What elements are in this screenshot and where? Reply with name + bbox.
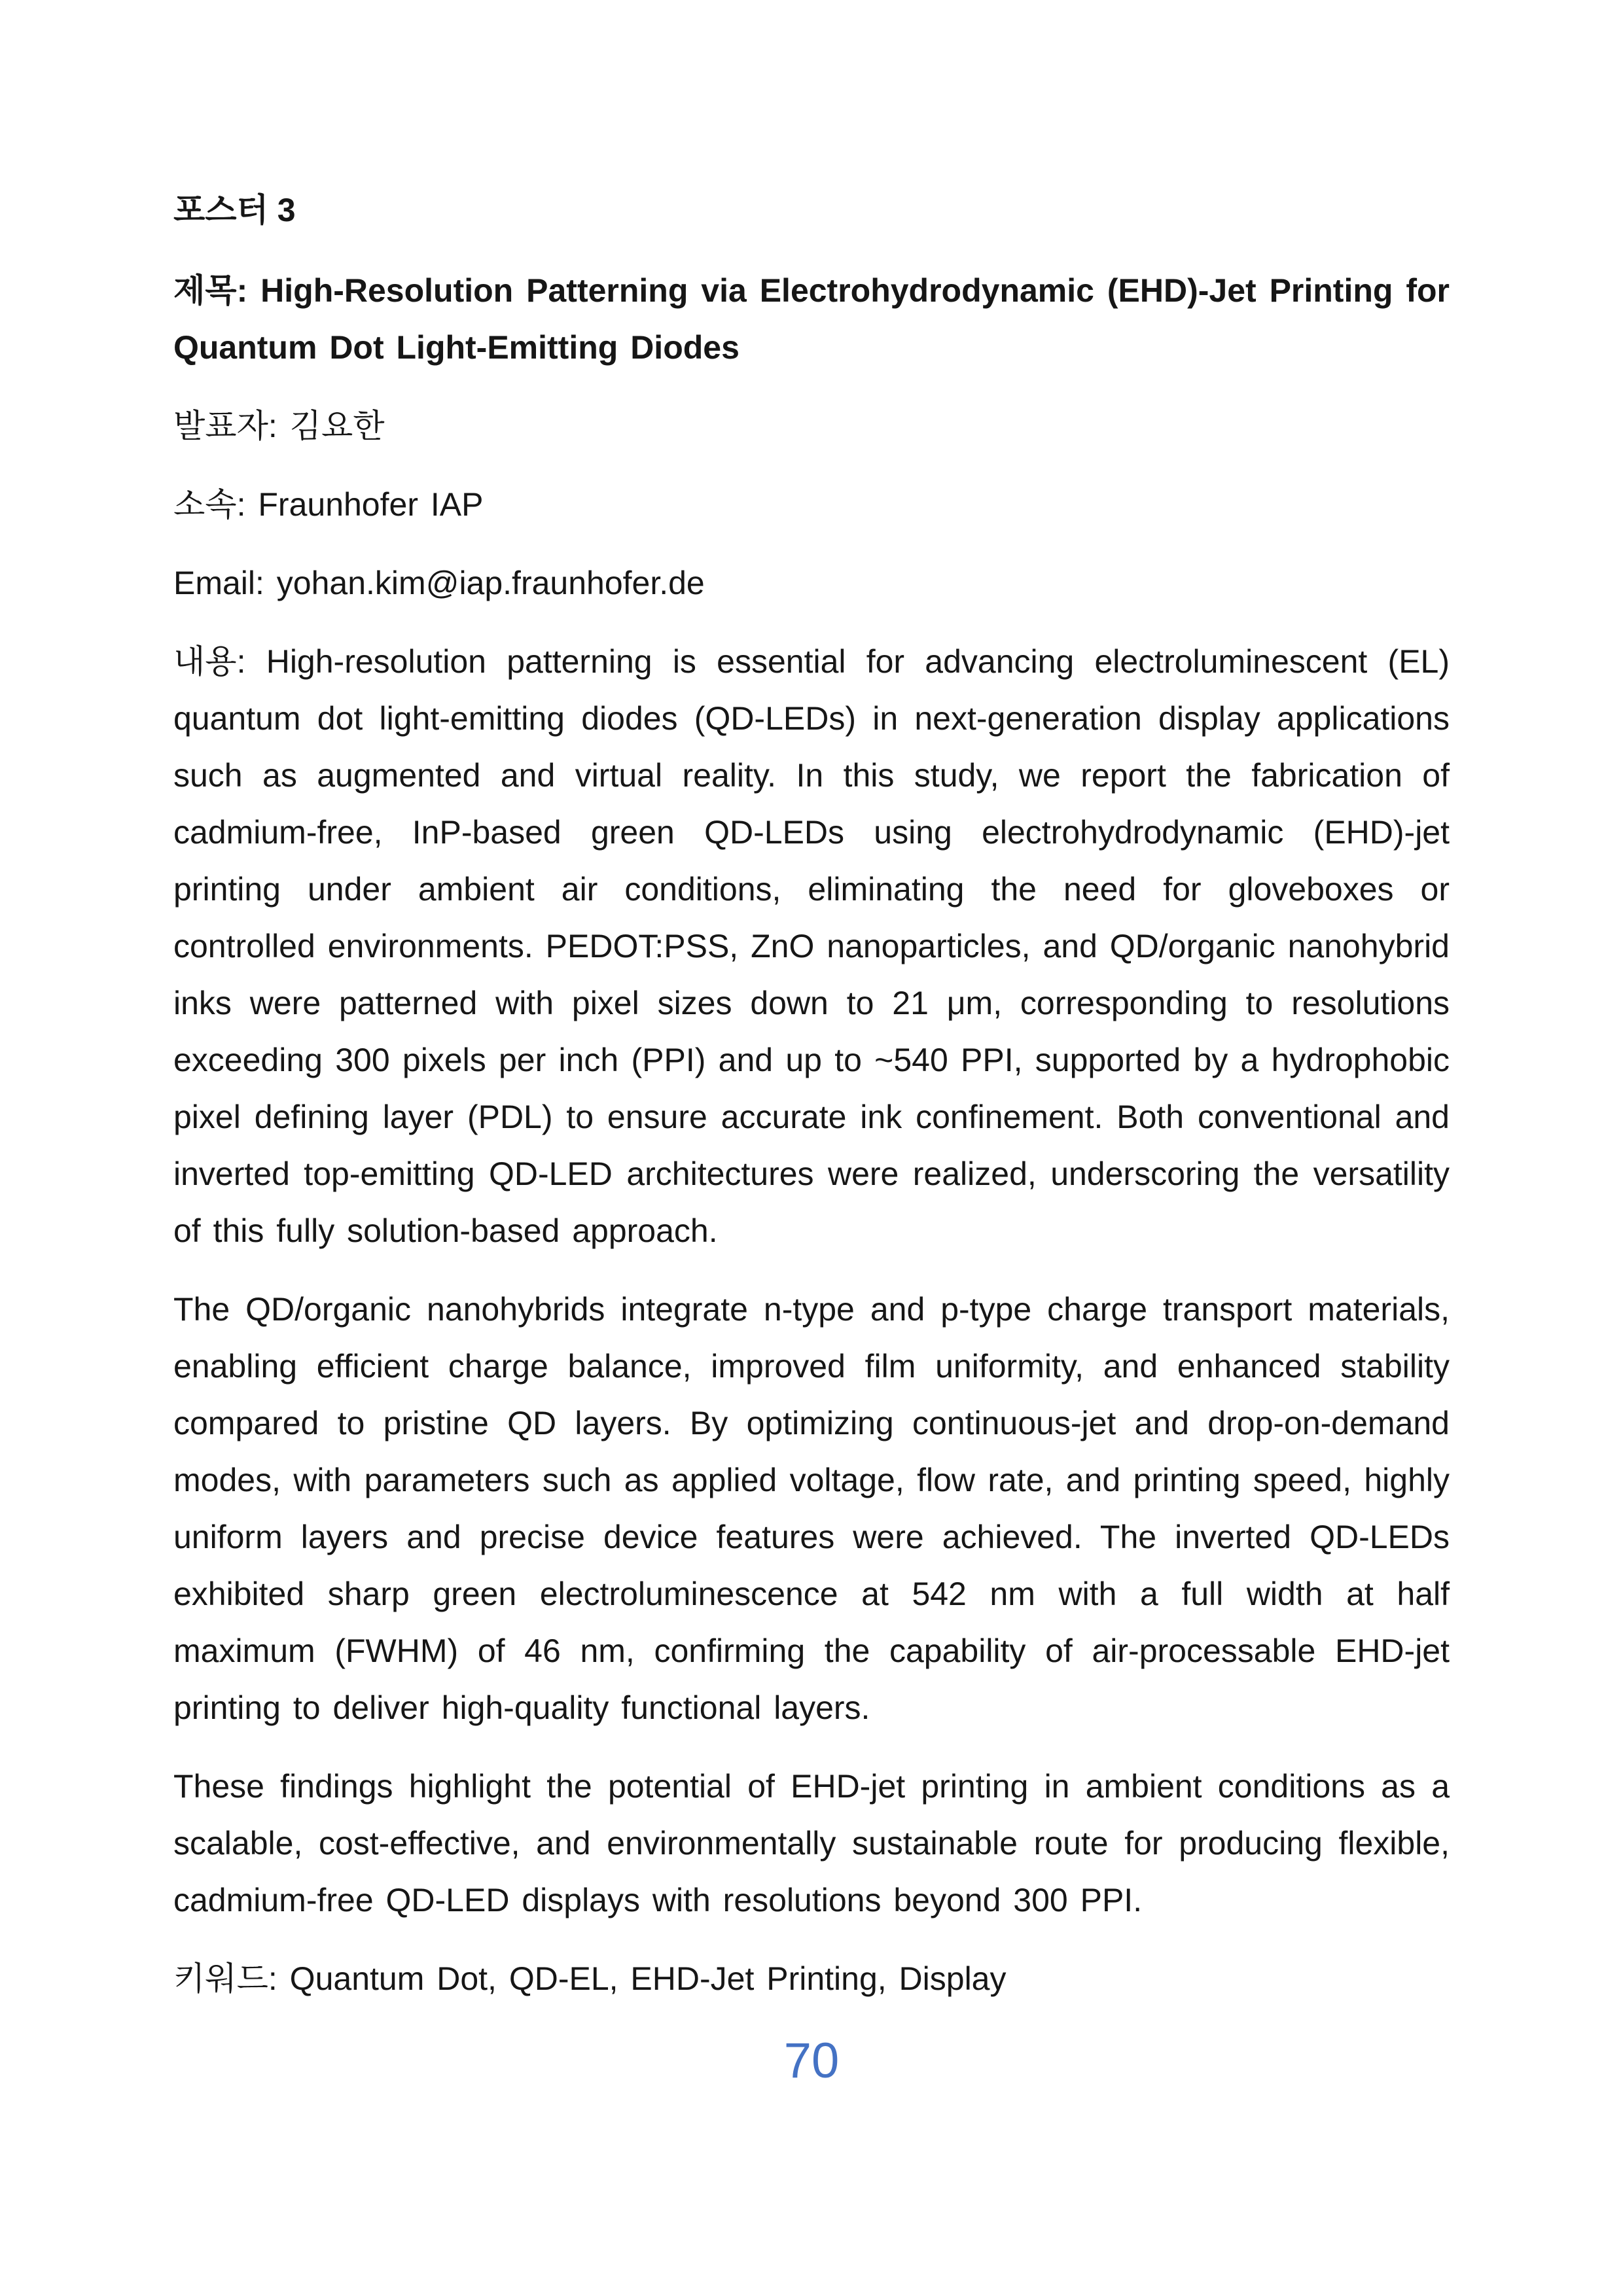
affiliation-line: 소속: Fraunhofer IAP [173,486,484,523]
abstract-paragraph-1: 내용: High-resolution patterning is essential for advancing electroluminescent (EL) quantum dot light-emitting diodes (QD-LEDs) in next-generation display applications such as augmented and virtual reality. In this study, we report the fabrication of cadmium-free, InP-based green QD-LEDs using electrohydrodynamic (EHD)-jet printing under ambient air conditions, eliminating the need for gloveboxes or controlled environments. PEDOT:PSS, ZnO nanoparticles, and QD/organic nanohybrid inks were patterned with pixel sizes down to 21 μm, corresponding to resolutions exceeding 300 pixels per inch (PPI) and up to ~540 PPI, supported by a hydrophobic pixel defining layer (PDL) to ensure accurate ink confinement. Both conventional and inverted top-emitting QD-LED architectures were realized, underscoring the versatility of this fully solution-based approach. [173,643,1450,1249]
poster-number-heading: 포스터 3 [173,192,296,228]
keywords-line: 키워드: Quantum Dot, QD-EL, EHD-Jet Printing, Display [173,1960,1007,1997]
email-line: Email: yohan.kim@iap.fraunhofer.de [173,565,705,601]
abstract-paragraph-3: These findings highlight the potential of EHD-jet printing in ambient conditions as a scalable, cost-effective, and environmentally sustainable route for producing flexible, cadmium-free QD-LED displays with resolutions beyond 300 PPI. [173,1768,1450,1918]
page-number: 70 [783,2033,840,2089]
presenter-line: 발표자: 김요한 [173,408,385,444]
abstract-paragraph-2: The QD/organic nanohybrids integrate n-type and p-type charge transport materials, enabling efficient charge balance, improved film uniformity, and enhanced stability compared to pristine QD layers. By optimizing continuous-jet and drop-on-demand modes, with parameters such as applied voltage, flow rate, and printing speed, highly uniform layers and precise device features were achieved. The inverted QD-LEDs exhibited sharp green electroluminescence at 542 nm with a full width at half maximum (FWHM) of 46 nm, confirming the capability of air-processable EHD-jet printing to deliver high-quality functional layers. [173,1291,1450,1726]
poster-title: 제목: High-Resolution Patterning via Electrohydrodynamic (EHD)-Jet Printing for Quantum Dot Light-Emitting Diodes [173,272,1450,366]
